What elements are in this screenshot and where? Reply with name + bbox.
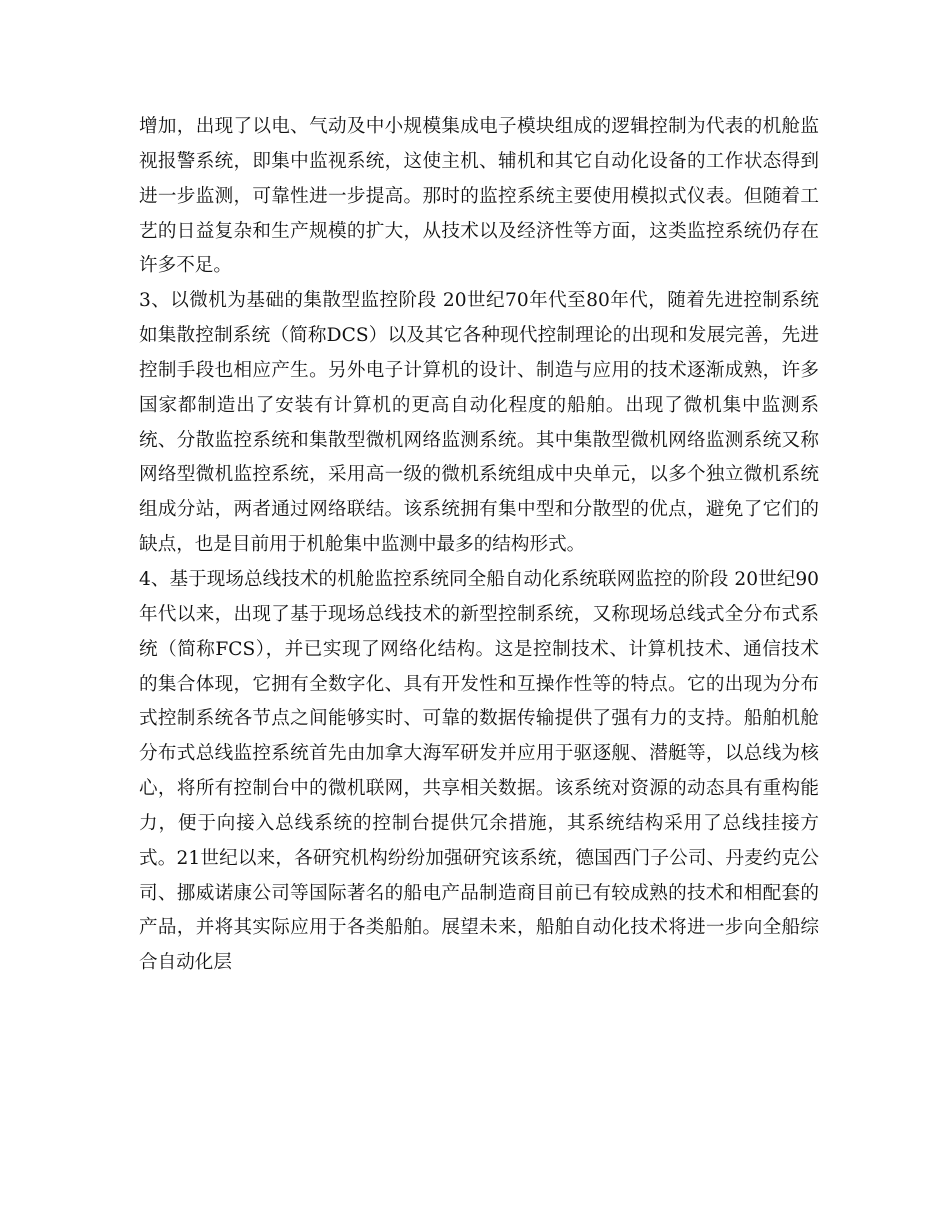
paragraph-stage-4-fieldbus: 4、基于现场总线技术的机舱监控系统同全船自动化系统联网监控的阶段 20世纪90年代以来，出现了基于现场总线技术的新型控制系统，又称现场总线式全分布式系统（简称FCS），并已实现了网络化结构。这是控制技术、计算机技术、通信技术的集合体现，它拥有全数字化、具有开发性和互操作性等的特点。它的出现为分布式控制系统各节点之间能够实时、可靠的数据传输提供了强有力的支持。船舶机舱分布式总线监控系统首先由加拿大海军研发并应用于驱逐舰、潜艇等，以总线为核心，将所有控制台中的微机联网，共享相关数据。该系统对资源的动态具有重构能力，便于向接入总线系统的控制台提供冗余措施，其系统结构采用了总线挂接方式。21世纪以来，各研究机构纷纷加强研究该系统，德国西门子公司、丹麦约克公司、挪威诺康公司等国际著名的船电产品制造商目前已有较成熟的技术和相配套的产品，并将其实际应用于各类船舶。展望未来，船舶自动化技术将进一步向全船综合自动化层 xyxy=(139,568,819,974)
paragraph-continued-monitoring-alarm: 增加，出现了以电、气动及中小规模集成电子模块组成的逻辑控制为代表的机舱监视报警系统，即集中监视系统，这使主机、辅机和其它自动化设备的工作状态得到进一步监测，可靠性进一步提高。那时的监控系统主要使用模拟式仪表。但随着工艺的日益复杂和生产规模的扩大，从技术以及经济性等方面，这类监控系统仍存在许多不足。 xyxy=(139,116,819,277)
document-page xyxy=(139,110,819,981)
paragraph-stage-3-distributed-microcomputer: 3、以微机为基础的集散型监控阶段 20世纪70年代至80年代，随着先进控制系统如集散控制系统（简称DCS）以及其它各种现代控制理论的出现和发展完善，先进控制手段也相应产生。另外电子计算机的设计、制造与应用的技术逐渐成熟，许多国家都制造出了安装有计算机的更高自动化程度的船舶。出现了微机集中监测系统、分散监控系统和集散型微机网络监测系统。其中集散型微机网络监测系统又称网络型微机监控系统，采用高一级的微机系统组成中央单元，以多个独立微机系统组成分站，两者通过网络联结。该系统拥有集中型和分散型的优点，避免了它们的缺点，也是目前用于机舱集中监测中最多的结构形式。 xyxy=(139,290,819,556)
